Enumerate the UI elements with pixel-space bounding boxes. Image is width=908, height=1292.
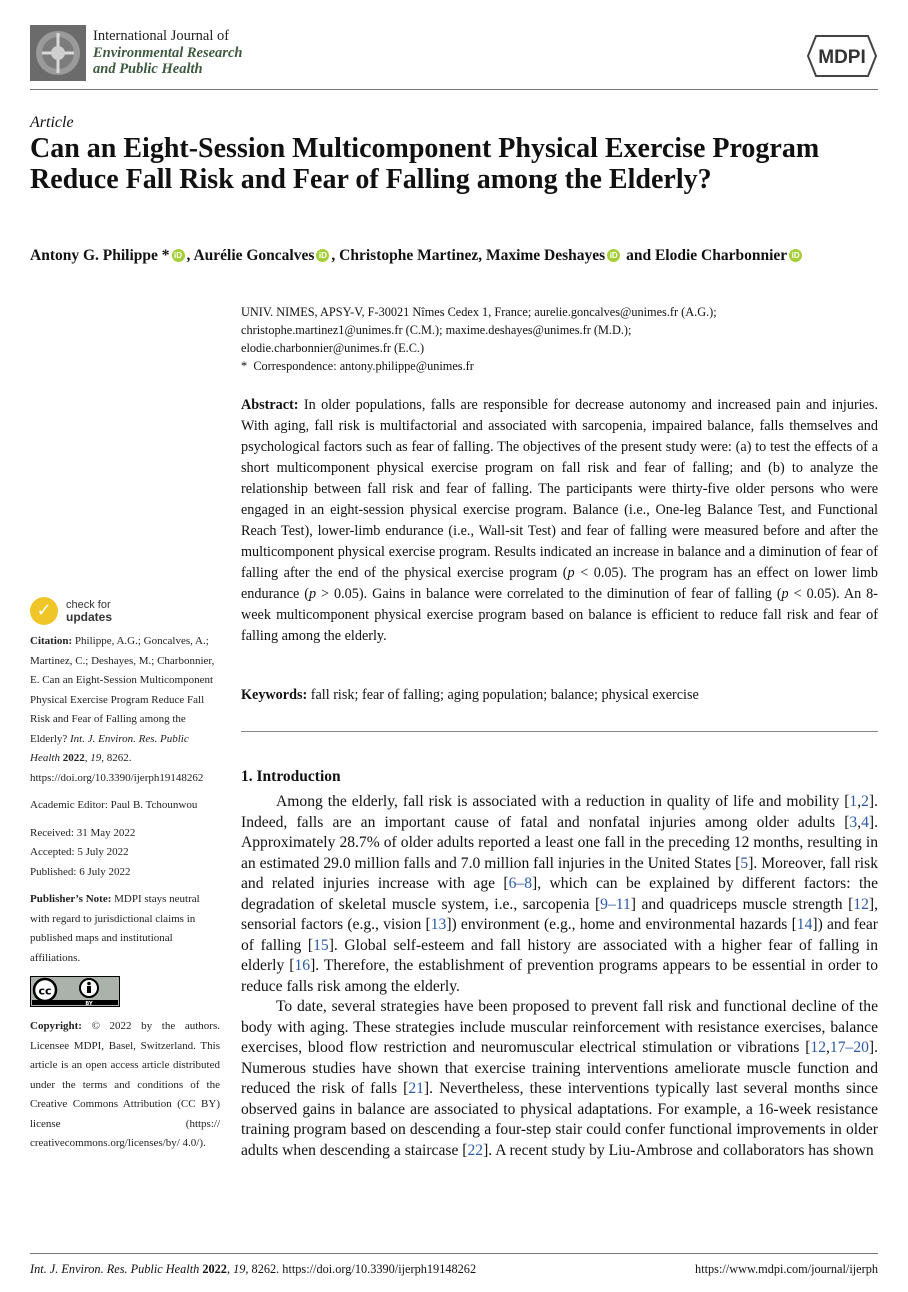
reference-link[interactable]: 5 [740, 854, 749, 872]
reference-link[interactable]: 12 [810, 1039, 827, 1056]
author-name[interactable]: Christophe Martinez [339, 247, 479, 264]
body-text-segment: ], which can be explained by different factors: the degradation of skeletal muscle system, i.e., sarcopenia [ [241, 875, 878, 913]
keywords-label: Keywords: [241, 687, 308, 703]
abstract-text: < 0.05). An 8-week multicomponent physical exercise program based on balance is efficient to reduce fall risk and fear of falling among the elderly. [241, 586, 878, 644]
body-text-segment: To date, several strategies have been proposed to prevent fall risk and functional decline of the body with aging. These strategies include muscular reinforcement with resistance exercises, balance exercises, blood flow restriction and neuromuscular electrical stimulation or vibrations [ [241, 998, 878, 1056]
body-text-segment: ]. Approximately 28.7% of older adults reported a least one fall in the preceding 12 months, resulting in an estimated 29.0 million falls and 7.0 million fall injuries in the United States [ [241, 813, 878, 872]
abstract-label: Abstract: [241, 397, 299, 413]
abstract-text: In older populations, falls are responsible for decrease autonomy and increased pain and injuries. With aging, fall risk is multifactorial and associated with sarcopenia, impaired balance, falls themselves and psychological factors such as fear of falling. The objectives of the present study were: (a) to test the effects of a short multicomponent physical exercise program on fall risk and fear of falling; and (b) to analyze the relationship between fall risk and fear of falling. The participants were thirty-five older persons who were engaged in an eight-session physical exercise program. Balance (i.e., One-leg Balance Test, and Functional Reach Test), lower-limb endurance (i.e., Wall-sit Test) and fear of falling were measured before and after the multicomponent physical exercise program. Results indicated an increase in balance and a diminution of fear of falling after the end of the physical exercise program ( [241, 397, 878, 581]
reference-link[interactable]: 16 [294, 957, 311, 974]
body-text [241, 792, 878, 1161]
reference-link[interactable]: 3 [849, 813, 858, 831]
reference-link[interactable]: 9–11 [600, 895, 631, 913]
paragraph [241, 997, 878, 1161]
keywords-text: fall risk; fear of falling; aging population; balance; physical exercise [307, 687, 699, 703]
reference-link[interactable]: 21 [408, 1080, 424, 1097]
reference-link[interactable]: 12 [853, 895, 869, 913]
cc-by-text: BY [85, 1001, 93, 1007]
affiliation-line: UNIV. NIMES, APSY-V, F-30021 Nîmes Cedex 1, France; aurelie.goncalves@unimes.fr (A.G.); [241, 305, 717, 319]
footer-journal-url[interactable]: https://www.mdpi.com/journal/ijerph [695, 1262, 878, 1276]
reference-link[interactable]: 2 [861, 793, 869, 810]
footer-doi[interactable]: , 8262. https://doi.org/10.3390/ijerph19148262 [245, 1262, 477, 1276]
publisher-note [30, 890, 220, 968]
body-text-segment: ]. Therefore, the establishment of prevention programs appears to be essential in order to reduce falls risk among the elderly. [241, 957, 878, 995]
body-text-segment: ], sensorial factors (e.g., vision [ [241, 895, 878, 933]
body-text-segment: , [857, 813, 862, 831]
citation-doi[interactable]: , 8262. https://doi.org/10.3390/ijerph19148262 [30, 752, 204, 784]
publisher-note-text: MDPI stays neutral with regard to jurisdictional claims in published maps and institutional affiliations. [30, 893, 200, 964]
accepted-date: Accepted: 5 July 2022 [30, 846, 129, 858]
reference-link[interactable]: 4 [861, 813, 869, 831]
corresponding-mark: * [157, 247, 170, 264]
correspondence [241, 357, 881, 375]
affiliation-line: christophe.martinez1@unimes.fr (C.M.); maxime.deshayes@unimes.fr (M.D.); [241, 323, 632, 337]
sidebar [30, 632, 220, 1162]
mdpi-logo-text: MDPI [818, 47, 866, 68]
author-name[interactable]: Aurélie Goncalves [193, 247, 315, 264]
cc-badge-text: cc [38, 984, 52, 998]
footer-journal: Int. J. Environ. Res. Public Health [30, 1262, 200, 1276]
citation-text: Philippe, A.G.; Goncalves, A.; Martinez, C.; Deshayes, M.; Charbonnier, E. Can an Eight-Session Multicomponent Physical Exercise Program Reduce Fall Risk and Fear of Falling among the Elderly? [30, 635, 215, 745]
check-for-updates-label [66, 599, 112, 624]
orcid-icon[interactable]: iD [172, 249, 185, 262]
keywords [241, 687, 699, 704]
reference-link[interactable]: 14 [796, 916, 813, 933]
orcid-icon[interactable]: iD [789, 249, 802, 262]
copyright-label: Copyright: [30, 1020, 82, 1032]
journal-line-2: Environmental Research [93, 44, 243, 61]
footer-rule [30, 1253, 878, 1254]
footer-volume: 19 [233, 1262, 246, 1276]
header-rule [30, 89, 878, 90]
check-line-1: check for [66, 598, 111, 611]
reference-link[interactable]: 1 [849, 793, 858, 810]
author-name[interactable]: Maxime Deshayes [485, 247, 606, 264]
journal-line-3: and Public Health [93, 61, 203, 77]
copyright [30, 1017, 220, 1154]
citation [30, 632, 220, 788]
journal-line-1: International Journal of [93, 28, 230, 44]
received-date: Received: 31 May 2022 [30, 826, 136, 839]
mdpi-logo [806, 34, 878, 78]
footer-sep: , [226, 1262, 234, 1276]
citation-year: 2022 [59, 752, 85, 764]
correspondence-text[interactable]: Correspondence: antony.philippe@unimes.fr [253, 359, 474, 373]
p-symbol: p [781, 586, 789, 602]
cc-by-license-icon[interactable] [30, 976, 120, 1007]
body-text-segment: ]. A recent study by Liu-Ambrose and collaborators has shown [483, 1141, 874, 1159]
body-text-segment: ]. Moreover, fall risk and related injuries increase with age [ [241, 854, 879, 892]
body-text-segment: ]. Nevertheless, these interventions typically last several months since observed gains in balance are associated to physical adaptations. For example, a 16-week resistance training program based on descending a four-step stair could confer functional improvements in older adults when descending a staircase [ [241, 1080, 878, 1159]
body-text-segment: ]. Numerous studies have shown that exercise training interventions ameliorate muscle function and reduced the risk of falls [ [241, 1039, 878, 1097]
body-text-segment: ]. Indeed, falls are an important cause of fatal and nonfatal injuries among older adults [ [241, 793, 878, 831]
journal-logo [30, 25, 86, 81]
orcid-icon[interactable]: iD [607, 249, 620, 262]
reference-link[interactable]: 17–20 [829, 1039, 869, 1056]
abstract [241, 395, 878, 647]
body-text-segment: ] and quadriceps muscle strength [ [630, 895, 854, 913]
publisher-note-label: Publisher’s Note: [30, 893, 112, 905]
body-text-segment: ]) environment (e.g., home and environmental hazards [ [446, 916, 797, 933]
body-text-segment: , [857, 793, 862, 810]
citation-label: Citation: [30, 635, 73, 647]
reference-link[interactable]: 15 [313, 936, 329, 954]
section-rule [241, 731, 878, 732]
affiliations [241, 303, 881, 375]
paragraph [241, 792, 878, 997]
citation-volume: 19 [90, 752, 102, 764]
footer-year: 2022 [199, 1262, 227, 1276]
affiliation-line: elodie.charbonnier@unimes.fr (E.C.) [241, 341, 425, 355]
authors-and: and [626, 247, 652, 264]
correspondence-star: * [241, 359, 248, 373]
author-list: Antony G. Philippe * iD , Aurélie Goncalves iD , Christophe Martinez, Maxime Deshayes iD and Elodie Charbonnier iD [30, 247, 804, 265]
citation-sep: , [84, 752, 91, 764]
body-text-segment: , [826, 1039, 830, 1056]
p-symbol: p [308, 586, 317, 602]
check-line-2: updates [66, 609, 113, 624]
body-text-segment: Among the elderly, fall risk is associated with a reduction in quality of life and mobility [ [276, 793, 850, 810]
dates [30, 824, 220, 883]
section-heading: 1. Introduction [241, 768, 341, 785]
body-text-segment: ]. Global self-esteem and fall history are associated with a higher fear of falling in elderly [ [241, 936, 879, 974]
reference-link[interactable]: 13 [430, 916, 447, 933]
published-date: Published: 6 July 2022 [30, 865, 131, 878]
reference-link[interactable]: 22 [467, 1141, 484, 1159]
check-icon: ✓ [30, 597, 58, 625]
article-title: Can an Eight-Session Multicomponent Physical Exercise Program Reduce Fall Risk and Fear of Falling among the Elderly? [30, 133, 820, 195]
footer-citation [30, 1262, 476, 1277]
reference-link[interactable]: 6–8 [508, 875, 532, 892]
author-name[interactable]: Elodie Charbonnier [654, 247, 788, 264]
orcid-icon[interactable]: iD [316, 249, 329, 262]
check-for-updates-button[interactable] [30, 597, 112, 625]
author-name[interactable]: Antony G. Philippe [30, 247, 158, 264]
journal-name [93, 28, 242, 78]
body-text-segment: ]) and fear of falling [ [241, 916, 878, 954]
p-symbol: p [567, 565, 575, 581]
copyright-text: © 2022 by the authors. Licensee MDPI, Basel, Switzerland. This article is an open access article distributed under the terms and conditions of the Creative Commons Attribution (CC BY) license (https:// creativecommons.org/licenses/by/ 4.0/). [30, 1020, 220, 1149]
citation-journal: Int. J. Environ. Res. Public Health [30, 732, 189, 764]
article-type: Article [30, 114, 74, 131]
abstract-text: > 0.05). Gains in balance were correlated to the diminution of fear of falling ( [316, 586, 782, 602]
academic-editor: Academic Editor: Paul B. Tchounwou [30, 799, 198, 811]
abstract-text: < 0.05). The program has an effect on lower limb endurance ( [241, 565, 879, 602]
